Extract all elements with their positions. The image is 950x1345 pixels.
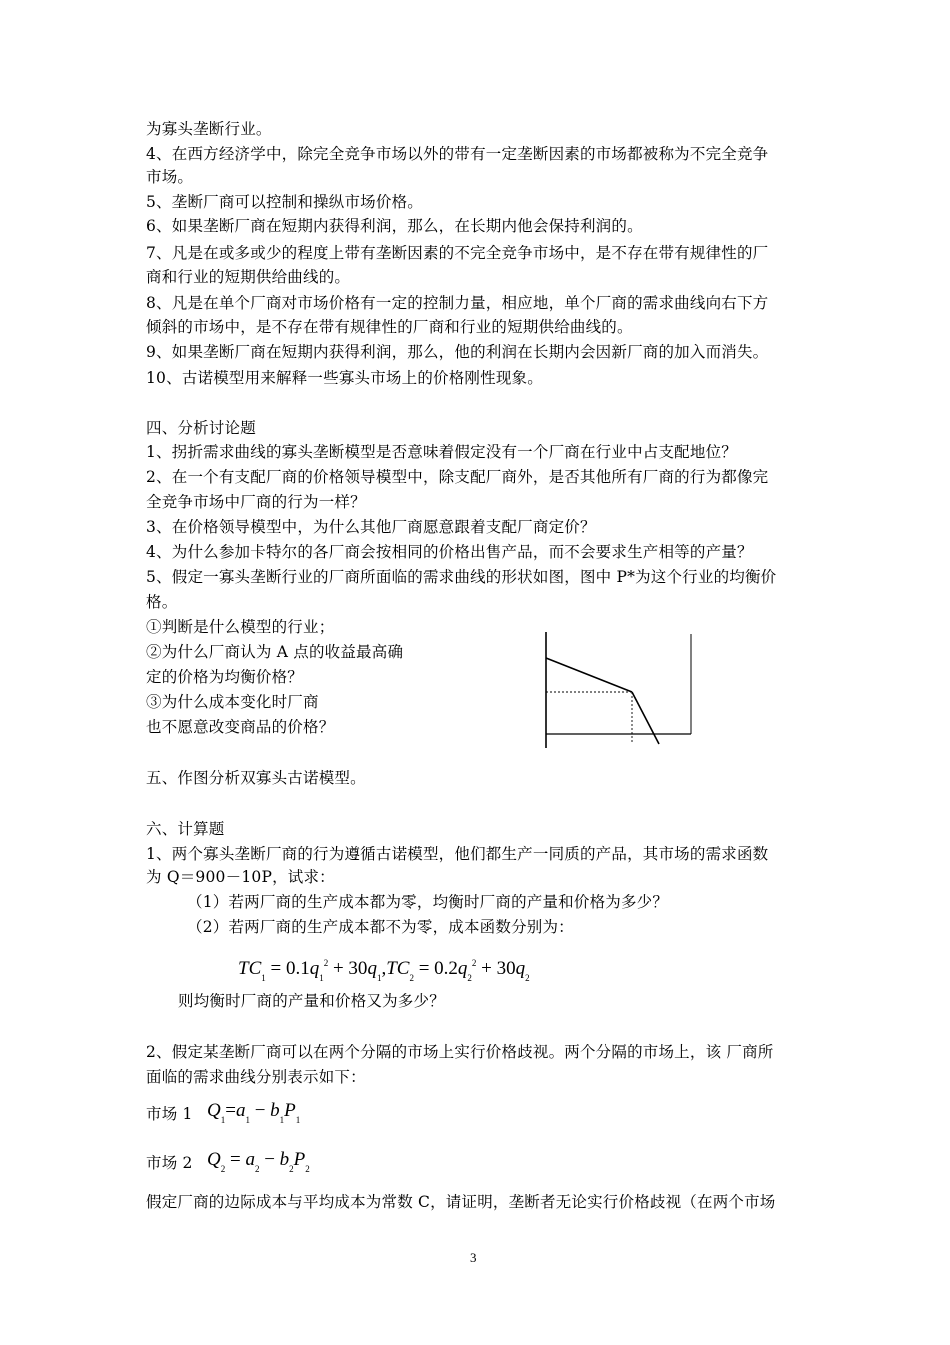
text-line: 9、如果垄断厂商在短期内获得利润，那么，他的利润在长期内会因新厂商的加入而消失。 xyxy=(146,343,769,361)
problem-line: 2、假定某垄断厂商可以在两个分隔的市场上实行价格歧视。两个分隔的市场上，该 厂商所 xyxy=(146,1043,774,1061)
question-line: 5、假定一寡头垄断行业的厂商所面临的需求曲线的形状如图，图中 P*为这个行业的均衡价 xyxy=(146,568,777,586)
text-line: 商和行业的短期供给曲线的。 xyxy=(146,268,351,286)
market-1-label: 市场 1 xyxy=(146,1105,193,1123)
text-line: 7、凡是在或多或少的程度上带有垄断因素的不完全竞争市场中，是不存在带有规律性的厂 xyxy=(146,244,769,262)
text-line: 倾斜的市场中，是不存在带有规律性的厂商和行业的短期供给曲线的。 xyxy=(146,318,633,336)
question-line: 4、为什么参加卡特尔的各厂商会按相同的价格出售产品，而不会要求生产相等的产量？ xyxy=(146,543,753,561)
text-line: 4、在西方经济学中，除完全竞争市场以外的带有一定垄断因素的市场都被称为不完全竞争 xyxy=(146,145,769,163)
question-line: 2、在一个有支配厂商的价格领导模型中，除支配厂商外，是否其他所有厂商的行为都像完 xyxy=(146,468,769,486)
text-line: 10、古诺模型用来解释一些寡头市场上的价格刚性现象。 xyxy=(146,369,543,387)
problem-line: 则均衡时厂商的产量和价格又为多少？ xyxy=(178,992,445,1010)
market-2-label: 市场 2 xyxy=(146,1154,193,1172)
kinked-demand-figure xyxy=(540,632,695,752)
text-line: 6、如果垄断厂商在短期内获得利润，那么，在长期内他会保持利润的。 xyxy=(146,217,643,235)
text-line: 8、凡是在单个厂商对市场价格有一定的控制力量，相应地，单个厂商的需求曲线向右下方 xyxy=(146,294,769,312)
problem-line: （1）若两厂商的生产成本都为零，均衡时厂商的产量和价格为多少？ xyxy=(187,893,669,911)
section-heading: 六、计算题 xyxy=(146,820,225,838)
question-line: 全竞争市场中厂商的行为一样？ xyxy=(146,493,366,511)
demand-upper-segment xyxy=(546,658,632,692)
question-line: 格。 xyxy=(146,593,178,611)
problem-line: （2）若两厂商的生产成本都不为零，成本函数分别为： xyxy=(187,918,574,936)
problem-line: 为 Q＝900－10P，试求： xyxy=(146,868,335,886)
page-number: 3 xyxy=(470,1250,477,1265)
problem-line: 假定厂商的边际成本与平均成本为常数 C，请证明，垄断者无论实行价格歧视（在两个市场 xyxy=(146,1193,776,1211)
text-line: 5、垄断厂商可以控制和操纵市场价格。 xyxy=(146,193,423,211)
demand-lower-segment xyxy=(632,692,659,744)
section-heading: 五、作图分析双寡头古诺模型。 xyxy=(146,769,366,787)
problem-line: 面临的需求曲线分别表示如下： xyxy=(146,1068,366,1086)
problem-line: 1、两个寡头垄断厂商的行为遵循古诺模型，他们都生产一同质的产品，其市场的需求函数 xyxy=(146,845,769,863)
market-1-demand-formula: $Q_1=a_1 - b_1P_1$ xyxy=(207,1100,301,1125)
question-line: 3、在价格领导模型中，为什么其他厂商愿意跟着支配厂商定价？ xyxy=(146,518,596,536)
question-line: 定的价格为均衡价格？ xyxy=(146,668,304,686)
question-line: ①判断是什么模型的行业； xyxy=(146,618,335,636)
cost-function-formula: $TC_1 = 0.1q_1^2 + 30q_1,TC_2 = 0.2q_2^2 + 30q_2$ xyxy=(238,958,530,983)
question-line: ②为什么厂商认为 A 点的收益最高确 xyxy=(146,643,404,661)
question-line: ③为什么成本变化时厂商 xyxy=(146,693,319,711)
text-line: 为寡头垄断行业。 xyxy=(146,120,272,138)
market-2-demand-formula: $Q_2 = a_2 - b_2P_2$ xyxy=(207,1149,310,1174)
question-line: 也不愿意改变商品的价格？ xyxy=(146,718,335,736)
section-heading: 四、分析讨论题 xyxy=(146,419,256,437)
question-line: 1、拐折需求曲线的寡头垄断模型是否意味着假定没有一个厂商在行业中占支配地位？ xyxy=(146,443,737,461)
text-line: 市场。 xyxy=(146,168,194,186)
